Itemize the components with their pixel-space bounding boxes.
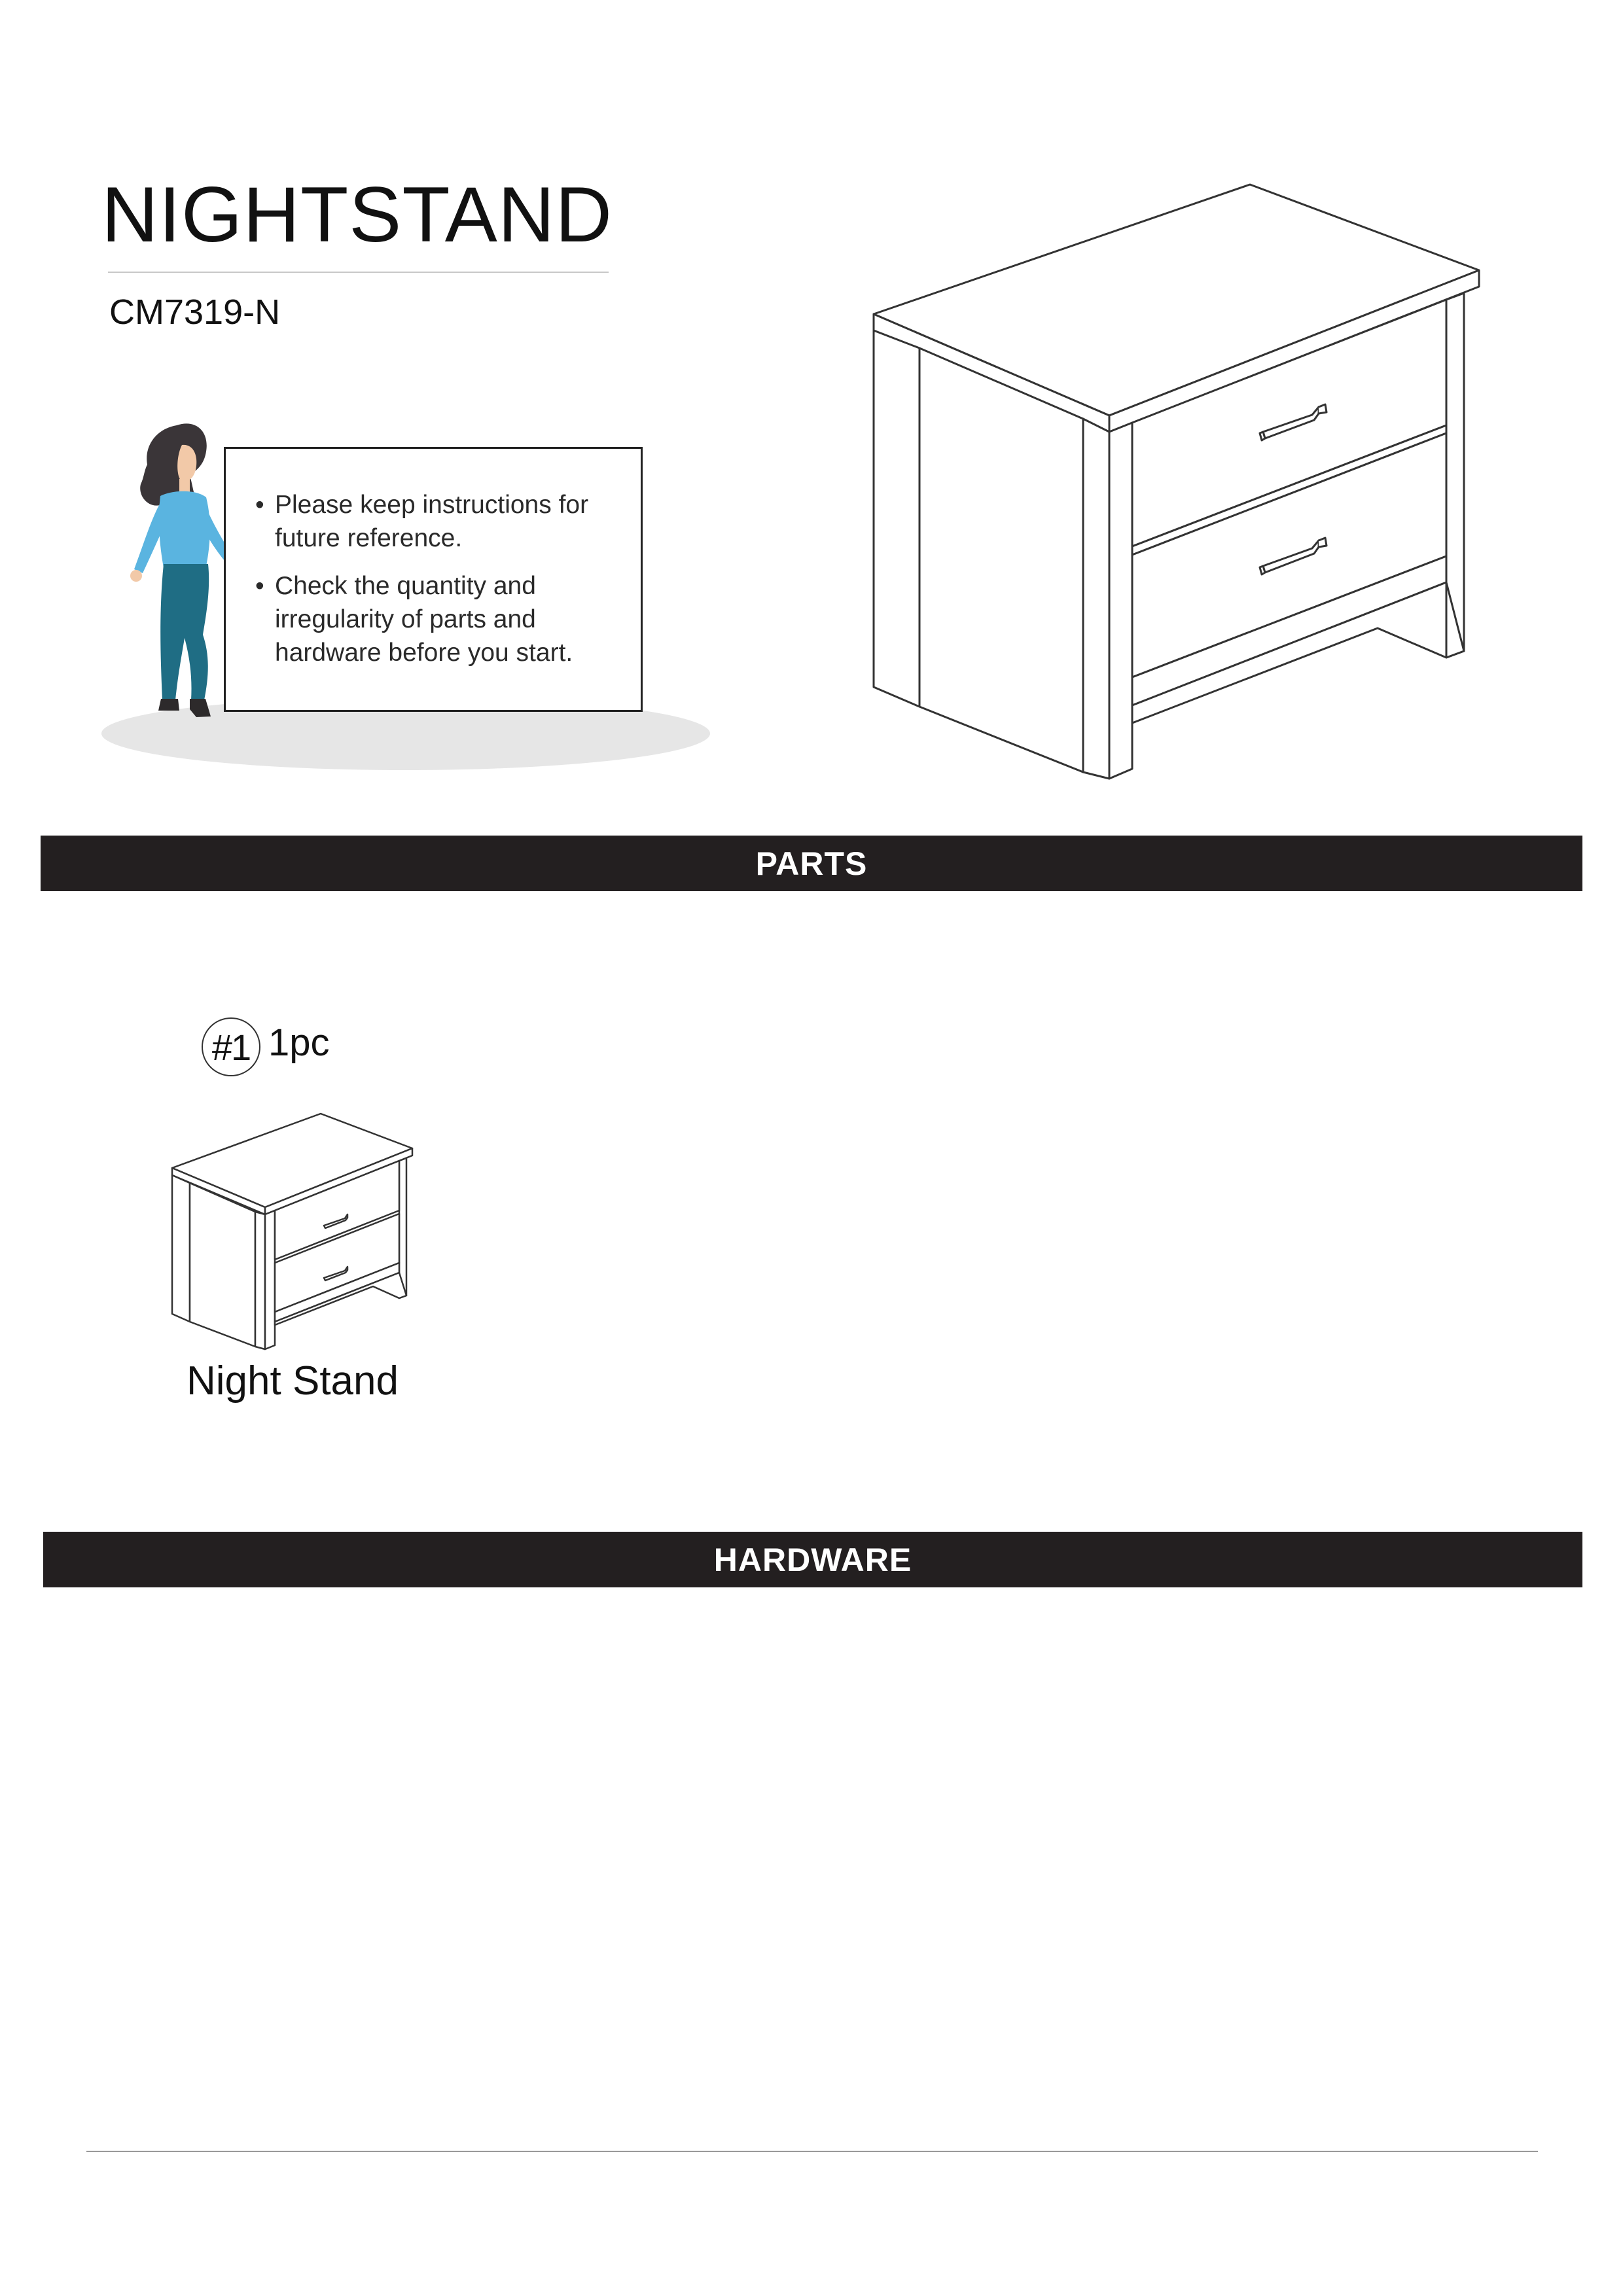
notice-panel [224, 447, 643, 712]
bullet-icon: • [255, 572, 264, 600]
part-name: Night Stand [187, 1358, 399, 1404]
parts-section-header: PARTS [41, 836, 1582, 891]
notice-text: Please keep instructions for future reference. [275, 491, 589, 552]
nightstand-part-illustration [167, 1106, 419, 1354]
hardware-section-header: HARDWARE [43, 1532, 1582, 1587]
notice-item [255, 569, 628, 669]
footer-divider [86, 2151, 1538, 2152]
bullet-icon: • [255, 491, 264, 519]
title-divider [108, 272, 609, 273]
part-number-badge: #1 [202, 1017, 260, 1076]
document-title: NIGHTSTAND [101, 171, 613, 258]
model-number: CM7319-N [109, 292, 281, 332]
notice-text: Check the quantity and irregularity of parts and hardware before you start. [275, 572, 573, 667]
nightstand-hero-illustration [867, 177, 1489, 792]
part-quantity: 1pc [268, 1021, 330, 1064]
notice-item [255, 488, 628, 555]
